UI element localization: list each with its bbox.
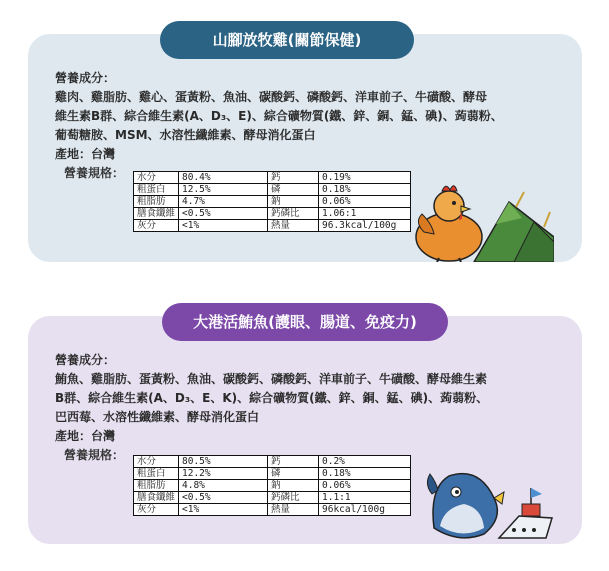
origin-text: 產地：台灣: [55, 429, 116, 443]
table-row: [134, 456, 411, 468]
table-cell: 鈣: [268, 456, 319, 468]
table-row: [134, 480, 411, 492]
tuna-fish-icon: [424, 468, 554, 544]
table-cell: 12.2%: [179, 468, 268, 480]
table-cell: 12.5%: [179, 184, 268, 196]
table-row: [134, 220, 411, 232]
table-cell: <1%: [179, 504, 268, 516]
table-cell: 80.4%: [179, 172, 268, 184]
table-cell: 80.5%: [179, 456, 268, 468]
table-cell: <0.5%: [179, 208, 268, 220]
ingredients-label: 營養成分：: [55, 353, 116, 367]
table-cell: 水分: [134, 172, 179, 184]
table-cell: 鈉: [268, 480, 319, 492]
ingredients-line: 鮪魚、雞脂肪、蛋黃粉、魚油、碳酸鈣、磷酸鈣、洋車前子、牛磺酸、酵母維生素: [55, 372, 488, 386]
table-row: [134, 172, 411, 184]
table-cell: 0.18%: [319, 184, 411, 196]
ingredients-block: [55, 351, 575, 446]
table-row: [134, 468, 411, 480]
ingredients-block: [55, 69, 575, 164]
table-cell: 1.06:1: [319, 208, 411, 220]
table-cell: 0.19%: [319, 172, 411, 184]
table-cell: 96kcal/100g: [319, 504, 411, 516]
table-cell: 0.06%: [319, 480, 411, 492]
spec-label: 營養規格：: [64, 166, 125, 180]
table-cell: 鈣: [268, 172, 319, 184]
spec-label: 營養規格：: [64, 448, 125, 462]
table-cell: 96.3kcal/100g: [319, 220, 411, 232]
chicken-icon: [404, 182, 554, 262]
table-row: [134, 208, 411, 220]
nutrition-table: [133, 171, 411, 232]
table-row: [134, 492, 411, 504]
table-cell: 0.06%: [319, 196, 411, 208]
section-title: 山腳放牧雞(關節保健): [160, 21, 414, 59]
table-cell: 0.18%: [319, 468, 411, 480]
ingredients-line: 葡萄糖胺、MSM、水溶性纖維素、酵母消化蛋白: [55, 128, 316, 142]
table-cell: 熱量: [268, 220, 319, 232]
table-cell: <0.5%: [179, 492, 268, 504]
table-cell: 鈉: [268, 196, 319, 208]
section-title: 大港活鮪魚(護眼、腸道、免疫力): [162, 303, 448, 341]
table-cell: 1.1:1: [319, 492, 411, 504]
table-cell: 磷: [268, 184, 319, 196]
table-row: [134, 196, 411, 208]
table-cell: 熱量: [268, 504, 319, 516]
table-cell: 4.7%: [179, 196, 268, 208]
table-cell: 水分: [134, 456, 179, 468]
table-cell: 膳食纖維: [134, 208, 179, 220]
table-cell: 膳食纖維: [134, 492, 179, 504]
table-cell: 灰分: [134, 504, 179, 516]
ingredients-line: 維生素B群、綜合維生素(A、D₃、E)、綜合礦物質(鐵、鋅、銅、錳、碘)、蒟蒻粉、: [55, 109, 503, 123]
table-cell: <1%: [179, 220, 268, 232]
table-row: [134, 184, 411, 196]
table-cell: 粗蛋白: [134, 468, 179, 480]
table-cell: 磷: [268, 468, 319, 480]
ingredients-line: 雞肉、雞脂肪、雞心、蛋黃粉、魚油、碳酸鈣、磷酸鈣、洋車前子、牛磺酸、酵母: [55, 90, 488, 104]
ingredients-line: B群、綜合維生素(A、D₃、E、K)、綜合礦物質(鐵、鋅、銅、錳、碘)、蒟蒻粉、: [55, 391, 489, 405]
ingredients-label: 營養成分：: [55, 71, 116, 85]
table-cell: 0.2%: [319, 456, 411, 468]
table-cell: 鈣磷比: [268, 492, 319, 504]
table-cell: 4.8%: [179, 480, 268, 492]
nutrition-table: [133, 455, 411, 516]
ingredients-line: 巴西莓、水溶性纖維素、酵母消化蛋白: [55, 410, 260, 424]
table-cell: 粗脂肪: [134, 480, 179, 492]
table-cell: 灰分: [134, 220, 179, 232]
table-cell: 粗蛋白: [134, 184, 179, 196]
table-cell: 粗脂肪: [134, 196, 179, 208]
table-row: [134, 504, 411, 516]
origin-text: 產地：台灣: [55, 147, 116, 161]
table-cell: 鈣磷比: [268, 208, 319, 220]
